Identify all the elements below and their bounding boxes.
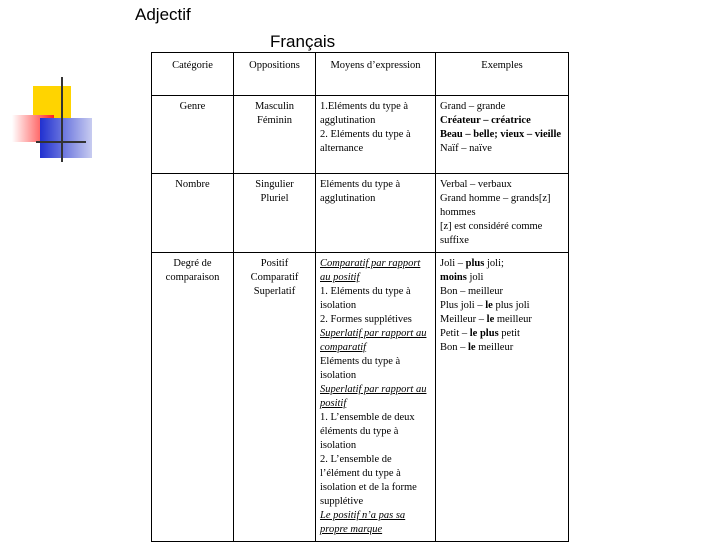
table-row bbox=[152, 174, 569, 253]
cell-examples bbox=[436, 174, 569, 253]
example-line: Beau – belle; vieux – vieille bbox=[440, 129, 562, 140]
means-item: 1. Eléments du type à isolation bbox=[320, 286, 411, 311]
means-item: 2. Eléments du type à alternance bbox=[320, 129, 411, 154]
cell-oppositions bbox=[234, 253, 316, 542]
decorative-vertical-line bbox=[61, 77, 63, 162]
cell-means bbox=[316, 174, 436, 253]
means-heading: Le positif n’a pas sa propre marque bbox=[320, 510, 406, 535]
opposition-item: Pluriel bbox=[260, 193, 289, 204]
opposition-item: Féminin bbox=[256, 115, 292, 126]
header-means: Moyens d’expression bbox=[316, 53, 436, 96]
means-heading: Superlatif par rapport au comparatif bbox=[320, 328, 427, 353]
header-oppositions: Oppositions bbox=[234, 53, 316, 96]
table-row bbox=[152, 96, 569, 174]
means-heading: Comparatif par rapport au positif bbox=[320, 258, 421, 283]
cell-category: Genre bbox=[152, 96, 234, 174]
example-line: Bon – le meilleur bbox=[440, 342, 514, 353]
adjective-table bbox=[151, 52, 569, 542]
means-item: 1. L’ensemble de deux éléments du type à isolation bbox=[320, 412, 415, 451]
example-line: Créateur – créatrice bbox=[440, 115, 531, 126]
example-line: Joli – plus joli; bbox=[440, 258, 504, 269]
table-row bbox=[152, 253, 569, 542]
opposition-item: Comparatif bbox=[250, 272, 299, 283]
decorative-horizontal-line bbox=[36, 141, 86, 143]
example-line: [z] est considéré comme suffixe bbox=[440, 221, 543, 246]
cell-oppositions bbox=[234, 96, 316, 174]
cell-category: Nombre bbox=[152, 174, 234, 253]
example-line: Grand homme – grands[z] hommes bbox=[440, 193, 551, 218]
example-line: Bon – meilleur bbox=[440, 286, 503, 297]
example-line: moins joli bbox=[440, 272, 484, 283]
opposition-item: Superlatif bbox=[253, 286, 296, 297]
opposition-item: Positif bbox=[260, 258, 289, 269]
cell-examples bbox=[436, 96, 569, 174]
opposition-item: Singulier bbox=[255, 179, 294, 190]
example-line: Verbal – verbaux bbox=[440, 179, 512, 190]
table-header-row bbox=[152, 53, 569, 96]
means-item: 2. L’ensemble de l’élément du type à isolation et de la forme supplétive bbox=[320, 454, 417, 507]
means-item: Eléments du type à agglutination bbox=[320, 179, 401, 204]
example-line: Plus joli – le plus joli bbox=[440, 300, 530, 311]
header-examples: Exemples bbox=[436, 53, 569, 96]
example-line: Petit – le plus petit bbox=[440, 328, 520, 339]
header-category: Catégorie bbox=[152, 53, 234, 96]
cell-means bbox=[316, 253, 436, 542]
example-line: Meilleur – le meilleur bbox=[440, 314, 532, 325]
means-item: Eléments du type à isolation bbox=[320, 356, 401, 381]
slide-subtitle: Français bbox=[270, 32, 336, 51]
means-item: 2. Formes supplétives bbox=[320, 314, 412, 325]
cell-examples bbox=[436, 253, 569, 542]
slide-title: Adjectif bbox=[135, 5, 191, 24]
cell-oppositions bbox=[234, 174, 316, 253]
means-item: 1.Eléments du type à agglutination bbox=[320, 101, 409, 126]
decorative-blue-square bbox=[40, 118, 92, 158]
cell-category: Degré de comparaison bbox=[152, 253, 234, 542]
opposition-item: Masculin bbox=[254, 101, 295, 112]
example-line: Grand – grande bbox=[440, 101, 506, 112]
means-heading: Superlatif par rapport au positif bbox=[320, 384, 427, 409]
example-line: Naïf – naïve bbox=[440, 143, 492, 154]
cell-means bbox=[316, 96, 436, 174]
